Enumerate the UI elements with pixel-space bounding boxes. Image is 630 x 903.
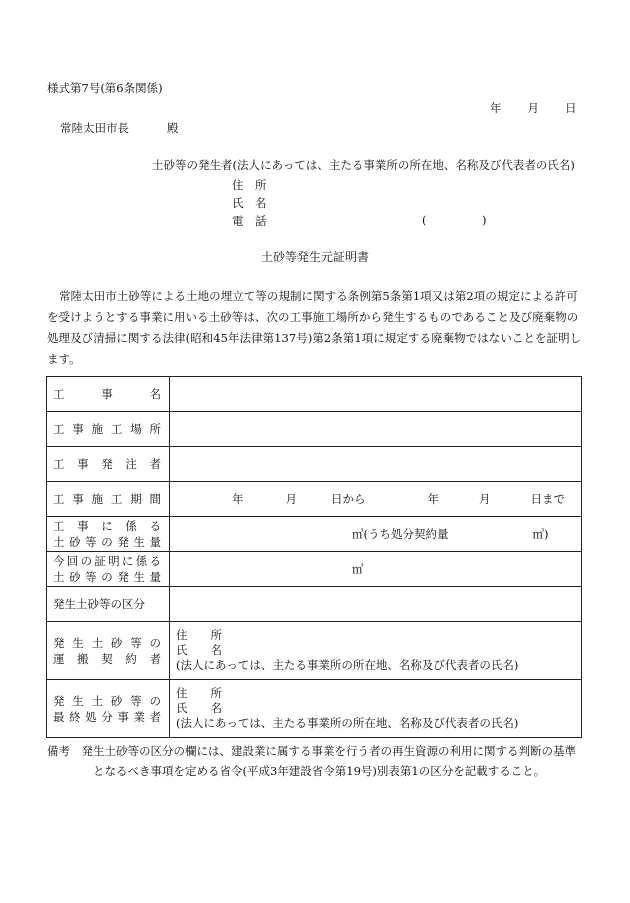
char: 所 [149, 422, 161, 436]
char: 工 [53, 492, 65, 506]
char: 事 [77, 519, 89, 533]
char: 間 [149, 492, 161, 506]
transport-name-label: 氏 名 [176, 643, 222, 657]
two-line-label [53, 553, 169, 585]
char: 終 [69, 709, 81, 724]
certification-text: 常陸太田市土砂等による土地の埋立て等の規制に関する条例第5条第1項又は第2項の規定による許可を受けようとする事業に用いる土砂等は、次の工事施工場所から発生するものであること及び廃棄物の処理及び清掃に関する法律(昭和45年法律第137号)第2条第1項に規定する廃棄物ではないことを証明します。 [47, 289, 582, 366]
char: る [149, 554, 161, 568]
label-line-1 [53, 693, 169, 709]
period-year-from: 年 [232, 492, 244, 506]
period-month-to: 月 [479, 492, 491, 506]
label-line-1 [53, 635, 169, 651]
char: の [149, 693, 161, 708]
value-period[interactable] [170, 482, 582, 517]
char: 者 [149, 457, 161, 471]
label-soil-category: 発生土砂等の区分 [47, 587, 170, 622]
char: 係 [135, 554, 148, 568]
char: 施 [91, 492, 104, 506]
label-construction-site [47, 412, 170, 447]
value-orderer[interactable] [170, 447, 582, 482]
char: 事 [101, 387, 113, 401]
row-final-disposer [47, 680, 582, 738]
remarks-line-1: 備考 発生土砂等の区分の欄には、建設業に属する事業を行う者の再生資源の利用に関する判断の基準 [47, 744, 576, 758]
char: の [101, 535, 113, 549]
char: 発 [117, 570, 129, 584]
disposer-address-block [170, 686, 581, 731]
certificate-table [46, 376, 582, 738]
char: 砂 [110, 693, 123, 708]
char: 搬 [77, 651, 89, 666]
char: 等 [85, 535, 97, 549]
char: 土 [91, 693, 104, 708]
applicant-name-label: 氏 名 [232, 196, 267, 210]
form-number: 様式第7号(第6条関係) [47, 81, 163, 95]
char: 施 [91, 422, 104, 436]
char: 分 [101, 709, 113, 724]
label-total-volume [47, 517, 170, 552]
spread-label [53, 491, 169, 507]
date-month: 月 [527, 101, 539, 115]
remarks [47, 741, 576, 781]
char: 土 [53, 535, 65, 549]
char: 明 [108, 554, 120, 568]
char: 量 [149, 570, 161, 584]
char: 発 [53, 635, 65, 650]
label-line-2 [53, 651, 169, 667]
disposal-volume-unit: ㎥) [532, 527, 549, 541]
row-total-volume [47, 517, 582, 552]
applicant-address-label: 住 所 [232, 178, 267, 192]
row-transport-contractor [47, 622, 582, 680]
addressee [60, 120, 179, 136]
period-month-from: 月 [285, 492, 297, 506]
row-orderer [47, 447, 582, 482]
row-this-volume [47, 552, 582, 587]
char: 処 [85, 709, 97, 724]
char: 事 [117, 709, 129, 724]
applicant-heading: 土砂等の発生者(法人にあっては、主たる事業所の所在地、名称及び代表者の氏名) [152, 158, 575, 172]
label-construction-name [47, 377, 170, 412]
char: 今 [53, 554, 65, 568]
date-line [490, 100, 577, 116]
row-construction-name [47, 377, 582, 412]
document-title: 土砂等発生元証明書 [260, 250, 369, 264]
label-orderer [47, 447, 170, 482]
char: 者 [149, 709, 161, 724]
char: 土 [91, 635, 104, 650]
label-this-volume [47, 552, 170, 587]
applicant-phone-row [232, 213, 532, 229]
two-line-label [53, 693, 169, 725]
row-construction-site [47, 412, 582, 447]
char: 等 [130, 693, 142, 708]
value-this-volume[interactable] [170, 552, 582, 587]
remarks-line-2: となるべき事項を定める省令(平成3年建設省令第19号)別表第1の区分を記載すること。 [93, 764, 546, 778]
transport-address-block [170, 628, 581, 673]
date-day: 日 [565, 101, 577, 115]
period-day-from: 日から [331, 492, 366, 506]
addressee-name: 常陸太田市長 [60, 121, 129, 135]
transport-note: (法人にあっては、主たる事業所の所在地、名称及び代表者の氏名) [176, 658, 519, 672]
value-soil-category[interactable] [170, 587, 582, 622]
label-final-disposer [47, 680, 170, 738]
char: る [149, 519, 161, 533]
label-period [47, 482, 170, 517]
char: 業 [133, 709, 145, 724]
char: 工 [110, 492, 123, 506]
char: 事 [72, 492, 84, 506]
char: 発 [101, 457, 113, 471]
char: 工 [53, 387, 65, 401]
char: の [149, 635, 161, 650]
char: 契 [101, 651, 113, 666]
char: 発 [53, 693, 65, 708]
two-line-label [53, 518, 169, 550]
char: 土 [53, 570, 65, 584]
applicant-phone-label: 電 話 [232, 214, 267, 228]
char: 工 [53, 519, 65, 533]
char: 名 [149, 387, 161, 401]
label-transport-contractor [47, 622, 170, 680]
char: 証 [94, 554, 106, 568]
char: 工 [53, 457, 65, 471]
label-line-2 [53, 534, 169, 550]
char: 等 [85, 570, 97, 584]
label-line-1 [53, 518, 169, 534]
char: 約 [125, 651, 137, 666]
char: 最 [53, 709, 65, 724]
period-year-to: 年 [427, 492, 439, 506]
char: 生 [72, 635, 84, 650]
char: の [101, 570, 113, 584]
char: 運 [53, 651, 65, 666]
honorific: 殿 [167, 121, 179, 135]
char: 係 [125, 519, 137, 533]
value-final-disposer[interactable] [170, 680, 582, 738]
value-construction-site[interactable] [170, 412, 582, 447]
char: 工 [53, 422, 65, 436]
total-volume-unit: ㎥(うち処分契約量 [352, 527, 449, 541]
char: 事 [72, 422, 84, 436]
char: 事 [77, 457, 89, 471]
char: 者 [149, 651, 161, 666]
char: 注 [125, 457, 137, 471]
value-total-volume[interactable] [170, 517, 582, 552]
disposer-name-label: 氏 名 [176, 701, 222, 715]
char: 砂 [69, 535, 81, 549]
char: 生 [133, 535, 145, 549]
char: 工 [110, 422, 123, 436]
char: 砂 [110, 635, 123, 650]
char: 量 [149, 535, 161, 549]
phone-close-paren: ) [482, 213, 487, 227]
char: に [101, 519, 113, 533]
this-volume-unit: ㎥ [352, 562, 364, 576]
char: 期 [130, 492, 142, 506]
spread-label [53, 456, 169, 472]
date-year: 年 [490, 101, 502, 115]
char: 場 [130, 422, 142, 436]
period-line [170, 491, 581, 507]
char: 生 [133, 570, 145, 584]
two-line-label [53, 635, 169, 667]
period-day-to: 日まで [530, 492, 565, 506]
spread-label [53, 386, 169, 402]
row-period [47, 482, 582, 517]
char: 発 [117, 535, 129, 549]
char: に [121, 554, 134, 568]
char: 生 [72, 693, 84, 708]
char: 回 [66, 554, 79, 568]
label-line-2 [53, 569, 169, 585]
value-construction-name[interactable] [170, 377, 582, 412]
char: 砂 [69, 570, 81, 584]
row-soil-category [47, 587, 582, 622]
value-transport-contractor[interactable] [170, 622, 582, 680]
label-line-2 [53, 709, 169, 725]
transport-address-label: 住 所 [176, 628, 222, 642]
spread-label [53, 421, 169, 437]
phone-open-paren: ( [422, 213, 427, 227]
disposer-address-label: 住 所 [176, 686, 222, 700]
char: 等 [130, 635, 142, 650]
label-line-1 [53, 553, 169, 569]
char: の [80, 554, 93, 568]
applicant-name-row [232, 195, 267, 211]
disposer-note: (法人にあっては、主たる事業所の所在地、名称及び代表者の氏名) [176, 716, 519, 730]
applicant-address-row [232, 177, 267, 193]
